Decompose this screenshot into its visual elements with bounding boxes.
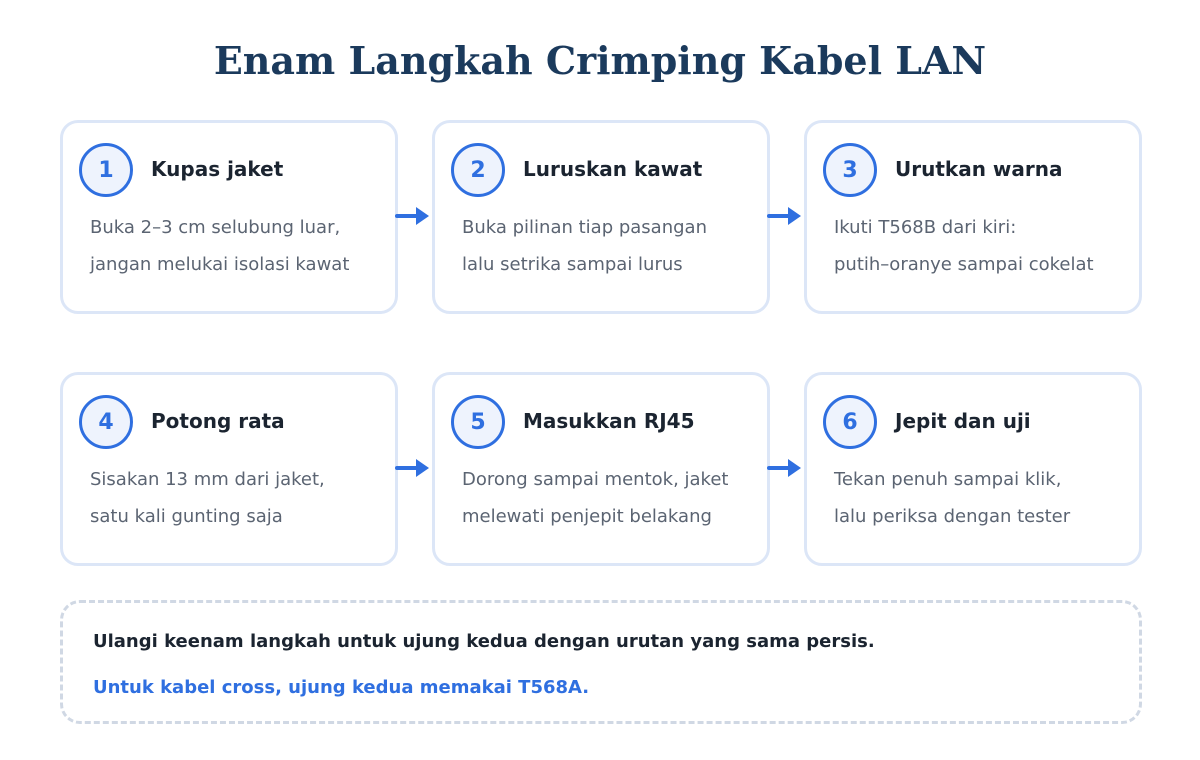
arrow-right-icon — [395, 459, 429, 477]
step-description-line: satu kali gunting saja — [90, 506, 283, 527]
step-number-badge: 1 — [79, 143, 133, 197]
step-title: Kupas jaket — [151, 157, 284, 181]
step-description — [90, 461, 395, 535]
step-card-5 — [432, 372, 770, 566]
page-title: Enam Langkah Crimping Kabel LAN — [213, 38, 987, 83]
step-description — [90, 209, 395, 283]
step-description-line: jangan melukai isolasi kawat — [90, 254, 350, 275]
step-description-line: lalu setrika sampai lurus — [462, 254, 683, 275]
step-description — [834, 209, 1139, 283]
step-number-badge: 2 — [451, 143, 505, 197]
footnote-repeat-text: Ulangi keenam langkah untuk ujung kedua dengan urutan yang sama persis. — [93, 631, 875, 652]
arrow-right-icon — [767, 459, 801, 477]
step-title: Luruskan kawat — [523, 157, 703, 181]
step-description-line: Ikuti T568B dari kiri: — [834, 217, 1017, 238]
step-description-line: Tekan penuh sampai klik, — [834, 469, 1062, 490]
step-title: Potong rata — [151, 409, 285, 433]
step-description-line: Sisakan 13 mm dari jaket, — [90, 469, 325, 490]
step-number-badge: 4 — [79, 395, 133, 449]
step-description-line: Dorong sampai mentok, jaket — [462, 469, 729, 490]
step-number-badge: 6 — [823, 395, 877, 449]
step-number-badge: 5 — [451, 395, 505, 449]
footnote-cross-text: Untuk kabel cross, ujung kedua memakai T568A. — [93, 677, 590, 698]
step-card-6 — [804, 372, 1142, 566]
step-card-3 — [804, 120, 1142, 314]
step-description — [462, 461, 767, 535]
step-card-2 — [432, 120, 770, 314]
step-card-4 — [60, 372, 398, 566]
step-title: Urutkan warna — [895, 157, 1063, 181]
step-card-1 — [60, 120, 398, 314]
step-description-line: Buka 2–3 cm selubung luar, — [90, 217, 341, 238]
step-description — [834, 461, 1139, 535]
step-title: Masukkan RJ45 — [523, 409, 695, 433]
step-description — [462, 209, 767, 283]
footnote-box — [60, 600, 1142, 724]
step-description-line: putih–oranye sampai cokelat — [834, 254, 1094, 275]
step-number-badge: 3 — [823, 143, 877, 197]
step-description-line: Buka pilinan tiap pasangan — [462, 217, 707, 238]
step-description-line: melewati penjepit belakang — [462, 506, 712, 527]
step-description-line: lalu periksa dengan tester — [834, 506, 1071, 527]
arrow-right-icon — [395, 207, 429, 225]
step-title: Jepit dan uji — [895, 409, 1031, 433]
arrow-right-icon — [767, 207, 801, 225]
